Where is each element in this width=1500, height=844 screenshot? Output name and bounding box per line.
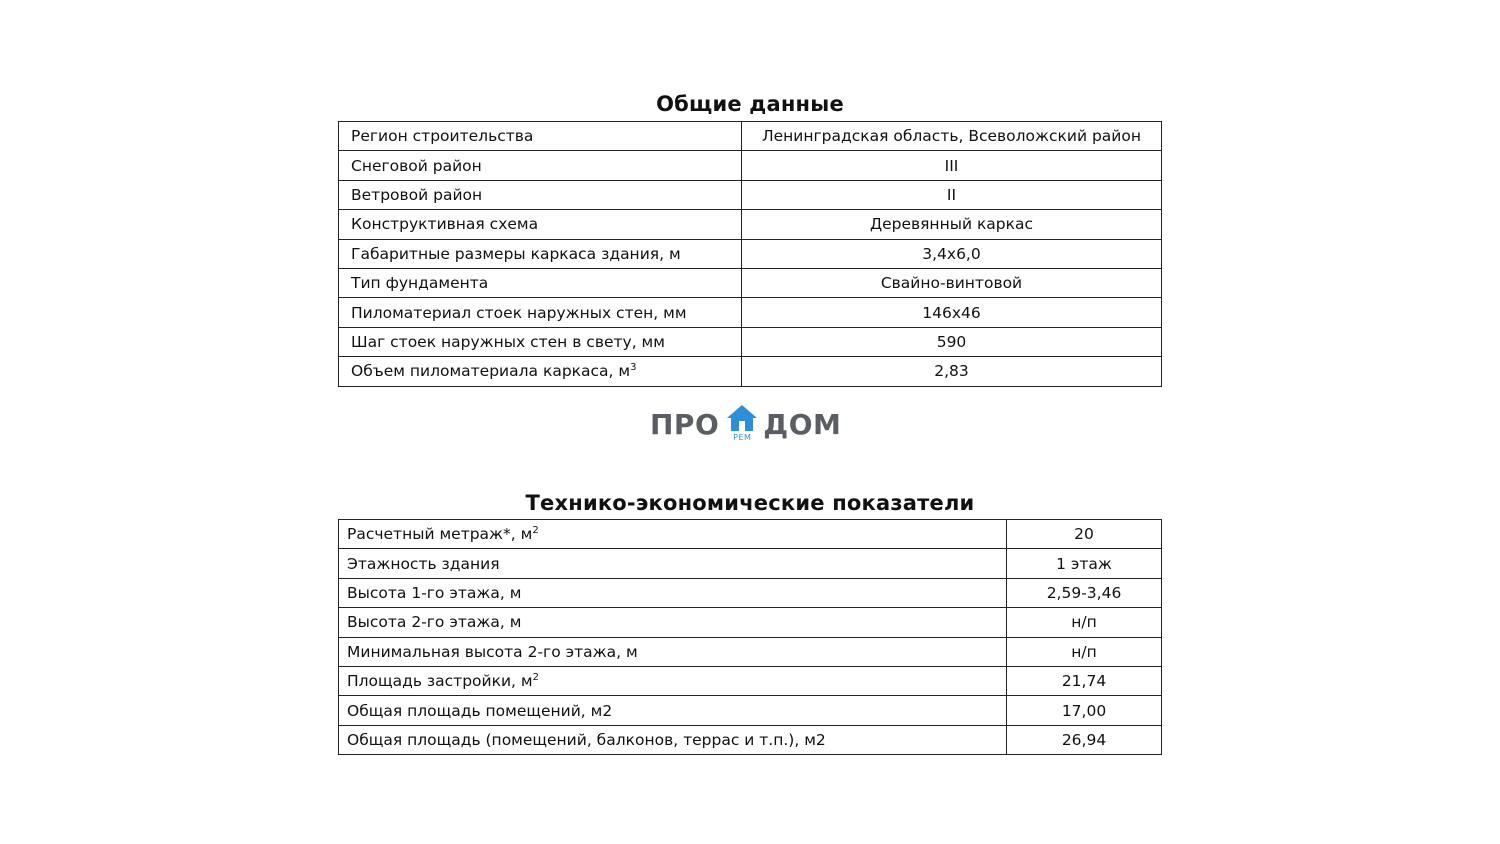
table-row [339, 578, 1162, 607]
row-value: н/п [1007, 637, 1162, 666]
table-row [339, 210, 1162, 239]
row-label: Общая площадь (помещений, балконов, террас и т.п.), м2 [339, 725, 1007, 754]
logo-subtext: РЕМ [733, 433, 752, 442]
table-row [339, 239, 1162, 268]
tech-indicators-title: Технико-экономические показатели [525, 491, 975, 515]
row-label: Габаритные размеры каркаса здания, м [339, 239, 742, 268]
row-label: Расчетный метраж*, м [347, 525, 533, 544]
unit-superscript: 2 [532, 525, 539, 537]
unit-superscript: 2 [532, 672, 539, 684]
table-row [339, 637, 1162, 666]
table-row [339, 666, 1162, 695]
prodom-logo [650, 402, 850, 446]
row-label-cell [339, 357, 742, 386]
row-label: Высота 1-го этажа, м [339, 578, 1007, 607]
row-value: 26,94 [1007, 725, 1162, 754]
row-value: 1 этаж [1007, 549, 1162, 578]
row-label: Шаг стоек наружных стен в свету, мм [339, 327, 742, 356]
row-value: 3,4х6,0 [742, 239, 1162, 268]
table-row [339, 327, 1162, 356]
row-value: 21,74 [1007, 666, 1162, 695]
tech-indicators-table [338, 519, 1162, 755]
row-value: 146х46 [742, 298, 1162, 327]
general-data-title: Общие данные [656, 92, 844, 116]
row-value: н/п [1007, 608, 1162, 637]
row-label: Регион строительства [339, 122, 742, 151]
row-value: 2,59-3,46 [1007, 578, 1162, 607]
row-label: Этажность здания [339, 549, 1007, 578]
row-value: Свайно-винтовой [742, 268, 1162, 297]
row-label: Объем пиломатериала каркаса, м [351, 362, 631, 381]
table-row [339, 298, 1162, 327]
row-label-cell [339, 520, 1007, 549]
unit-superscript: 3 [630, 362, 637, 374]
house-icon [725, 404, 759, 444]
row-label: Тип фундамента [339, 268, 742, 297]
row-label: Площадь застройки, м [347, 672, 533, 691]
row-value: Деревянный каркас [742, 210, 1162, 239]
row-label: Снеговой район [339, 151, 742, 180]
row-value: II [742, 180, 1162, 209]
logo-text-left: ПРО [650, 407, 720, 441]
row-value: 20 [1007, 520, 1162, 549]
row-label-cell [339, 666, 1007, 695]
row-label: Минимальная высота 2-го этажа, м [339, 637, 1007, 666]
table-row [339, 151, 1162, 180]
table-row [339, 180, 1162, 209]
table-row [339, 520, 1162, 549]
table-row [339, 122, 1162, 151]
general-data-table [338, 121, 1162, 387]
row-label: Высота 2-го этажа, м [339, 608, 1007, 637]
row-label: Конструктивная схема [339, 210, 742, 239]
row-label: Общая площадь помещений, м2 [339, 696, 1007, 725]
row-value: 2,83 [742, 357, 1162, 386]
row-value: 590 [742, 327, 1162, 356]
row-label: Пиломатериал стоек наружных стен, мм [339, 298, 742, 327]
logo-text-right: ДОМ [763, 407, 842, 441]
table-row [339, 357, 1162, 386]
table-row [339, 608, 1162, 637]
table-row [339, 549, 1162, 578]
row-label: Ветровой район [339, 180, 742, 209]
table-row [339, 268, 1162, 297]
table-row [339, 725, 1162, 754]
table-row [339, 696, 1162, 725]
row-value: Ленинградская область, Всеволожский район [742, 122, 1162, 151]
row-value: 17,00 [1007, 696, 1162, 725]
row-value: III [742, 151, 1162, 180]
